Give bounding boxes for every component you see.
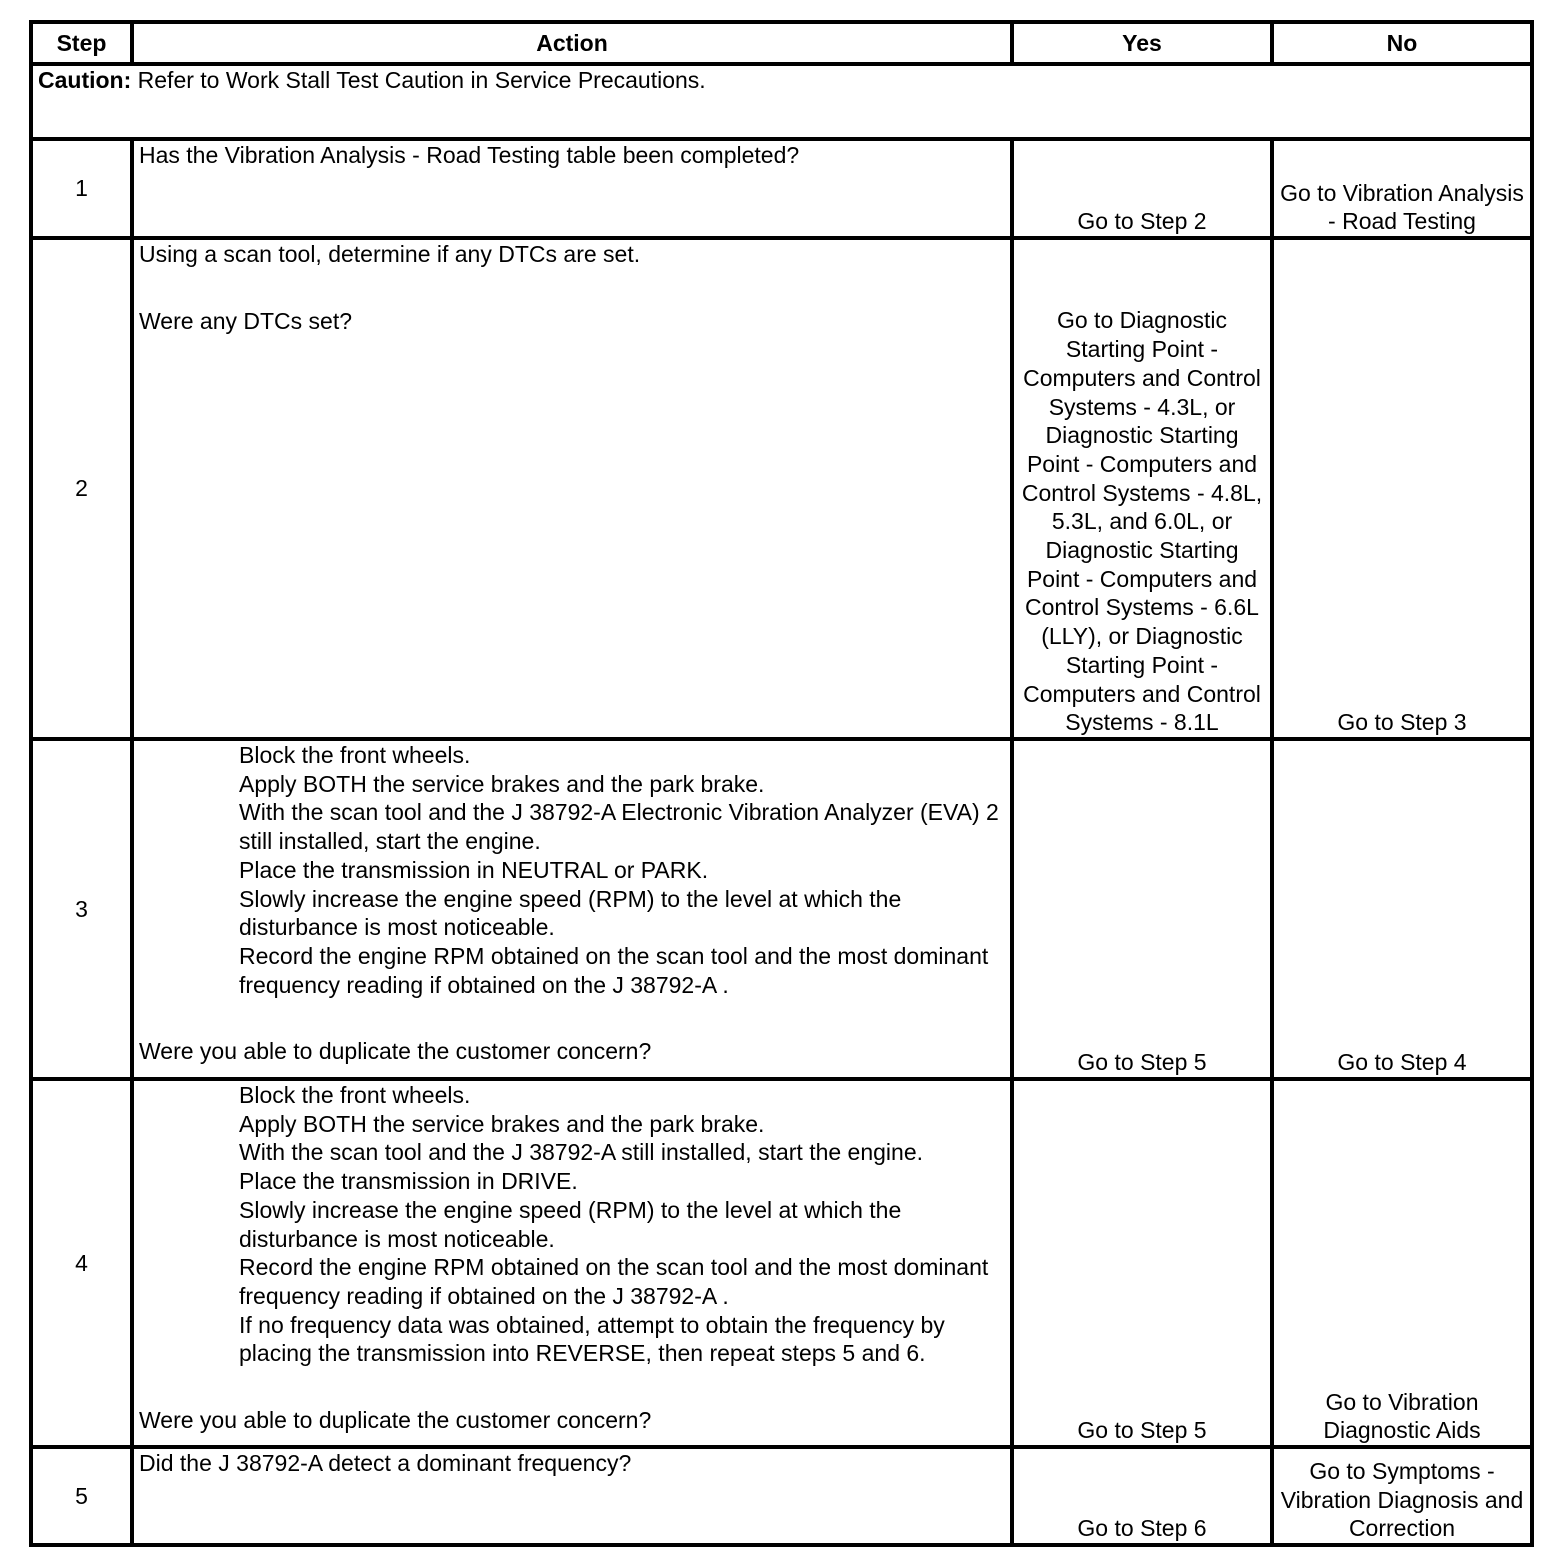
action-text: Did the J 38792-A detect a dominant frequency? <box>139 1450 632 1476</box>
list-item: Slowly increase the engine speed (RPM) to the level at which the disturbance is most noticeable. <box>239 1196 902 1252</box>
action-text: Using a scan tool, determine if any DTCs are set. <box>139 241 641 267</box>
list-item: Place the transmission in NEUTRAL or PARK. <box>239 856 709 883</box>
action-question: Were you able to duplicate the customer concern? <box>139 1407 652 1434</box>
list-item: If no frequency data was obtained, attempt to obtain the frequency by placing the transmission into REVERSE, then repeat steps 5 and 6. <box>239 1311 945 1367</box>
action-cell <box>132 1079 1012 1447</box>
list-item: Apply BOTH the service brakes and the park brake. <box>239 770 765 797</box>
table-row <box>31 238 1532 739</box>
yes-cell: Go to Step 5 <box>1012 1079 1272 1447</box>
action-cell <box>132 139 1012 238</box>
action-cell <box>132 238 1012 739</box>
header-step: Step <box>31 22 132 64</box>
header-action: Action <box>132 22 1012 64</box>
list-item: Apply BOTH the service brakes and the park brake. <box>239 1110 765 1137</box>
action-question: Were any DTCs set? <box>139 307 353 334</box>
header-no: No <box>1272 22 1532 64</box>
caution-label: Caution: <box>38 67 132 93</box>
list-item: Block the front wheels. <box>239 742 471 768</box>
header-yes: Yes <box>1012 22 1272 64</box>
no-cell: Go to Vibration Analysis - Road Testing <box>1272 139 1532 238</box>
yes-cell: Go to Diagnostic Starting Point - Computers and Control Systems - 4.3L, or Diagnostic Starting Point - Computers and Control Systems - 4.8L, 5.3L, and 6.0L, or Diagnostic Starting Point - Computers and Control Systems - 6.6L (LLY), or Diagnostic Starting Point - Computers and Control Systems - 8.1L <box>1012 238 1272 739</box>
action-text: Has the Vibration Analysis - Road Testing table been completed? <box>139 142 800 168</box>
list-item: With the scan tool and the J 38792-A Electronic Vibration Analyzer (EVA) 2 still installed, start the engine. <box>239 799 999 855</box>
table-row <box>31 1079 1532 1447</box>
no-cell: Go to Symptoms - Vibration Diagnosis and Correction <box>1272 1447 1532 1545</box>
action-cell <box>132 1447 1012 1545</box>
step-number: 2 <box>31 238 132 739</box>
list-item: Block the front wheels. <box>239 1082 471 1108</box>
no-cell: Go to Step 4 <box>1272 739 1532 1079</box>
no-cell: Go to Vibration Diagnostic Aids <box>1272 1079 1532 1447</box>
header-row <box>31 22 1532 64</box>
list-item: Record the engine RPM obtained on the scan tool and the most dominant frequency reading if obtained on the J 38792-A . <box>239 942 989 998</box>
yes-cell: Go to Step 6 <box>1012 1447 1272 1545</box>
diagnostic-table <box>29 20 1534 1547</box>
step-number: 5 <box>31 1447 132 1545</box>
yes-cell: Go to Step 5 <box>1012 739 1272 1079</box>
substep-list <box>139 741 1005 999</box>
list-item: Record the engine RPM obtained on the scan tool and the most dominant frequency reading if obtained on the J 38792-A . <box>239 1254 989 1309</box>
list-item: Slowly increase the engine speed (RPM) to the level at which the disturbance is most noticeable. <box>239 885 902 941</box>
yes-cell: Go to Step 2 <box>1012 139 1272 238</box>
no-cell: Go to Step 3 <box>1272 238 1532 739</box>
list-item: With the scan tool and the J 38792-A still installed, start the engine. <box>239 1139 924 1166</box>
caution-row <box>31 64 1532 139</box>
table-row <box>31 139 1532 238</box>
action-question: Were you able to duplicate the customer concern? <box>139 1038 652 1065</box>
table-row <box>31 739 1532 1079</box>
step-number: 1 <box>31 139 132 238</box>
list-item: Place the transmission in DRIVE. <box>239 1168 578 1195</box>
table-row <box>31 1447 1532 1545</box>
substep-list <box>139 1081 1005 1368</box>
step-number: 4 <box>31 1079 132 1447</box>
caution-cell <box>31 64 1532 139</box>
caution-text: Refer to Work Stall Test Caution in Service Precautions. <box>131 67 706 93</box>
step-number: 3 <box>31 739 132 1079</box>
action-cell <box>132 739 1012 1079</box>
